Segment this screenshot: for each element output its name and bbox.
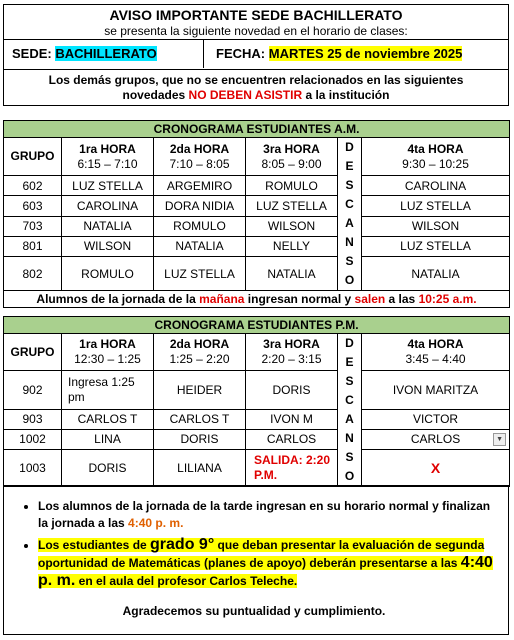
teacher-cell: WILSON: [362, 216, 510, 236]
descanso-letter: A: [345, 216, 354, 230]
descanso-letter: A: [345, 412, 354, 426]
table-row: [4, 236, 510, 256]
highlighted-note: [38, 538, 493, 588]
teacher-cell: ROMULO: [62, 257, 154, 291]
am-footer-text: Alumnos de la jornada de la: [36, 292, 200, 306]
pm-col-header: [246, 334, 338, 371]
sede-cell: [4, 40, 204, 68]
pm-col-name: 4ta HORA: [407, 337, 464, 352]
sede-value: BACHILLERATO: [55, 46, 157, 61]
note-text: en el aula del profesor Carlos Teleche.: [75, 574, 298, 588]
note-time: 4:40 p. m.: [128, 516, 184, 530]
table-row: [4, 371, 510, 410]
table-row: [4, 429, 510, 449]
am-group-header: GRUPO: [4, 138, 62, 176]
am-col-time: 8:05 – 9:00: [261, 156, 322, 171]
am-col-time: 6:15 – 7:10: [77, 156, 138, 171]
teacher-cell: LINA: [62, 429, 154, 449]
group-cell: 903: [4, 409, 62, 429]
page-title: AVISO IMPORTANTE SEDE BACHILLERATO: [109, 7, 403, 23]
teacher-cell: IVON MARITZA: [362, 371, 510, 410]
fecha-label: FECHA:: [216, 46, 266, 61]
descanso-letter: S: [345, 450, 354, 464]
attendance-notice: [3, 70, 509, 106]
teacher-cell: DORIS: [154, 429, 246, 449]
note-emphasis: grado 9°: [150, 536, 215, 553]
note-text: Los alumnos de la jornada de la tarde ingresan en su horario normal y finalizan la jornada a las: [38, 499, 491, 530]
group-cell: 603: [4, 196, 62, 216]
group-cell: 1002: [4, 429, 62, 449]
teacher-cell: LUZ STELLA: [246, 196, 338, 216]
notes-list: [14, 498, 494, 590]
pm-col-header: [362, 334, 510, 371]
table-row: [4, 257, 510, 291]
teacher-cell: CARLOS T: [154, 409, 246, 429]
teacher-cell: LUZ STELLA: [362, 196, 510, 216]
pm-table-title: CRONOGRAMA ESTUDIANTES P.M.: [4, 317, 510, 334]
descanso-letter: O: [344, 469, 355, 483]
pm-col-header: [62, 334, 154, 371]
note-emphasis: 4:40 p. m.: [38, 554, 493, 589]
group-cell: 703: [4, 216, 62, 236]
descanso-letter: O: [344, 273, 355, 287]
teacher-cell: IVON M: [246, 409, 338, 429]
table-row: [4, 449, 510, 487]
fecha-value: MARTES 25 de noviembre 2025: [268, 46, 463, 61]
teacher-cell: DORIS: [62, 449, 154, 487]
am-col-name: 4ta HORA: [407, 141, 464, 156]
pm-descanso-column: [338, 334, 362, 487]
pm-col-time: 2:20 – 3:15: [261, 352, 322, 367]
notes-box: [3, 485, 509, 635]
teacher-cell: CAROLINA: [362, 176, 510, 196]
am-col-header: [246, 138, 338, 176]
am-footer-text: a las: [385, 292, 419, 306]
note-text: que deban presentar la evaluación de segunda oportunidad de Matemáticas (planes de apoyo) deberán presentarse a las: [38, 538, 485, 570]
sede-fecha-row: [3, 40, 509, 70]
descanso-letter: D: [345, 336, 354, 350]
table-row: [4, 409, 510, 429]
descanso-letter: N: [345, 431, 354, 445]
descanso-letter: N: [345, 235, 354, 249]
teacher-cell: NELLY: [246, 236, 338, 256]
teacher-cell-with-dropdown: [362, 429, 510, 449]
notice-header: [3, 4, 509, 40]
am-table-title: CRONOGRAMA ESTUDIANTES A.M.: [4, 121, 510, 138]
table-row: [4, 176, 510, 196]
descanso-letter: C: [345, 197, 354, 211]
pm-col-name: 1ra HORA: [79, 337, 136, 352]
group-cell: 801: [4, 236, 62, 256]
list-item: [38, 536, 494, 590]
teacher-cell: WILSON: [246, 216, 338, 236]
am-col-header: [154, 138, 246, 176]
teacher-cell: LUZ STELLA: [362, 236, 510, 256]
am-footer-text: ingresan normal y: [244, 292, 355, 306]
am-col-name: 1ra HORA: [79, 141, 136, 156]
am-col-name: 3ra HORA: [263, 141, 320, 156]
teacher-cell: WILSON: [62, 236, 154, 256]
sede-label: SEDE:: [12, 46, 52, 61]
am-footer-highlight: salen: [354, 292, 386, 306]
teacher-cell: ROMULO: [154, 216, 246, 236]
teacher-cell: ROMULO: [246, 176, 338, 196]
teacher-cell: VICTOR: [362, 409, 510, 429]
teacher-cell: CARLOS: [246, 429, 338, 449]
pm-group-header: GRUPO: [4, 334, 62, 371]
pm-col-header: [154, 334, 246, 371]
teacher-cell: DORA NIDIA: [154, 196, 246, 216]
teacher-cell: NATALIA: [62, 216, 154, 236]
pm-col-name: 2da HORA: [169, 337, 230, 352]
teacher-cell: Ingresa 1:25 pm: [62, 371, 154, 410]
teacher-cell: CARLOS T: [62, 409, 154, 429]
am-col-name: 2da HORA: [169, 141, 230, 156]
pm-col-time: 12:30 – 1:25: [74, 352, 141, 367]
pm-col-time: 1:25 – 2:20: [169, 352, 230, 367]
pm-schedule-table: [3, 316, 510, 487]
teacher-cell: HEIDER: [154, 371, 246, 410]
pm-col-name: 3ra HORA: [263, 337, 320, 352]
am-col-header: [362, 138, 510, 176]
teacher-cell: LUZ STELLA: [154, 257, 246, 291]
notice-text-alert: NO DEBEN ASISTIR: [188, 88, 303, 102]
descanso-letter: S: [345, 374, 354, 388]
teacher-cell: ARGEMIRO: [154, 176, 246, 196]
exit-time-cell: SALIDA: 2:20 P.M.: [246, 449, 338, 487]
table-row: [4, 216, 510, 236]
cancelled-cell: X: [362, 449, 510, 487]
am-col-time: 9:30 – 10:25: [402, 156, 469, 171]
teacher-cell: LILIANA: [154, 449, 246, 487]
thanks-message: Agradecemos su puntualidad y cumplimiento.: [122, 604, 386, 618]
group-cell: 1003: [4, 449, 62, 487]
descanso-letter: E: [345, 159, 354, 173]
am-footer-note: [4, 291, 510, 308]
note-text: Los estudiantes de: [38, 538, 151, 552]
page-subtitle: se presenta la siguiente novedad en el horario de clases:: [104, 24, 408, 38]
am-col-header: [62, 138, 154, 176]
chevron-down-icon[interactable]: ▼: [493, 433, 506, 446]
am-descanso-column: [338, 138, 362, 291]
descanso-letter: S: [345, 178, 354, 192]
teacher-cell: NATALIA: [246, 257, 338, 291]
descanso-letter: S: [345, 254, 354, 268]
pm-col-time: 3:45 – 4:40: [405, 352, 466, 367]
group-cell: 902: [4, 371, 62, 410]
teacher-cell: LUZ STELLA: [62, 176, 154, 196]
am-schedule-table: [3, 120, 510, 308]
notice-text-end: a la institución: [302, 88, 390, 102]
descanso-letter: E: [345, 355, 354, 369]
teacher-name: CARLOS: [410, 432, 461, 447]
am-col-time: 7:10 – 8:05: [169, 156, 230, 171]
teacher-cell: NATALIA: [154, 236, 246, 256]
teacher-cell: DORIS: [246, 371, 338, 410]
teacher-cell: CAROLINA: [62, 196, 154, 216]
group-cell: 602: [4, 176, 62, 196]
group-cell: 802: [4, 257, 62, 291]
descanso-letter: C: [345, 393, 354, 407]
am-footer-time: 10:25 a.m.: [418, 292, 477, 306]
descanso-letter: D: [345, 140, 354, 154]
list-item: [38, 498, 494, 532]
am-footer-highlight: mañana: [199, 292, 245, 306]
notice-text-start: Los demás grupos, que no se encuentren relacionados en las siguientes novedades: [48, 73, 464, 102]
table-row: [4, 196, 510, 216]
teacher-cell: NATALIA: [362, 257, 510, 291]
fecha-cell: [204, 40, 508, 68]
